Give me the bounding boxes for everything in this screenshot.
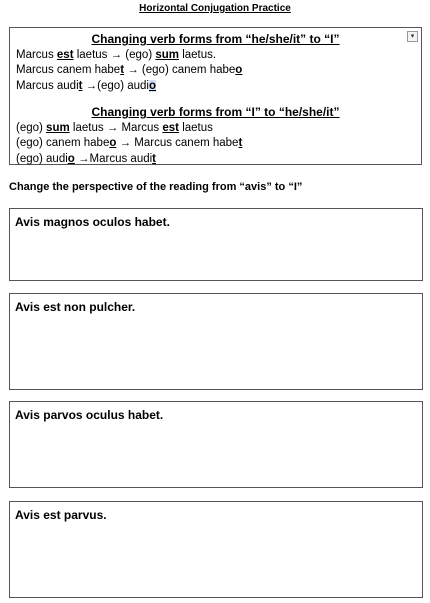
instruction-text: Change the perspective of the reading from “avis” to “I” bbox=[9, 181, 303, 193]
heading-he-to-i: Changing verb forms from “he/she/it” to “I” bbox=[91, 32, 340, 46]
document-title: Horizontal Conjugation Practice bbox=[139, 3, 291, 14]
answer-box[interactable] bbox=[9, 293, 423, 390]
heading-i-to-he: Changing verb forms from “I” to “he/she/it” bbox=[91, 105, 340, 119]
answer-prompt: Avis est non pulcher. bbox=[15, 300, 136, 314]
reference-row: Marcus canem habet → (ego) canem habeo bbox=[16, 64, 243, 76]
reference-row: (ego) sum laetus → Marcus est laetus bbox=[16, 121, 213, 134]
reference-row: (ego) audio →Marcus audit bbox=[16, 152, 157, 165]
answer-box[interactable] bbox=[9, 501, 423, 598]
dropdown-arrow-icon[interactable]: ▾ bbox=[407, 31, 418, 42]
answer-prompt: Avis est parvus. bbox=[15, 508, 107, 522]
answer-prompt: Avis magnos oculos habet. bbox=[15, 215, 170, 229]
answer-prompt: Avis parvos oculus habet. bbox=[15, 408, 164, 422]
reference-row: Marcus audit →(ego) audio bbox=[16, 79, 156, 92]
reference-row: Marcus est laetus → (ego) sum laetus. bbox=[16, 48, 217, 61]
reference-box[interactable] bbox=[9, 27, 422, 165]
reference-row: (ego) canem habeo → Marcus canem habet bbox=[16, 137, 243, 149]
answer-box[interactable] bbox=[9, 401, 423, 488]
text-selection: o bbox=[148, 79, 156, 92]
answer-box[interactable] bbox=[9, 208, 423, 281]
